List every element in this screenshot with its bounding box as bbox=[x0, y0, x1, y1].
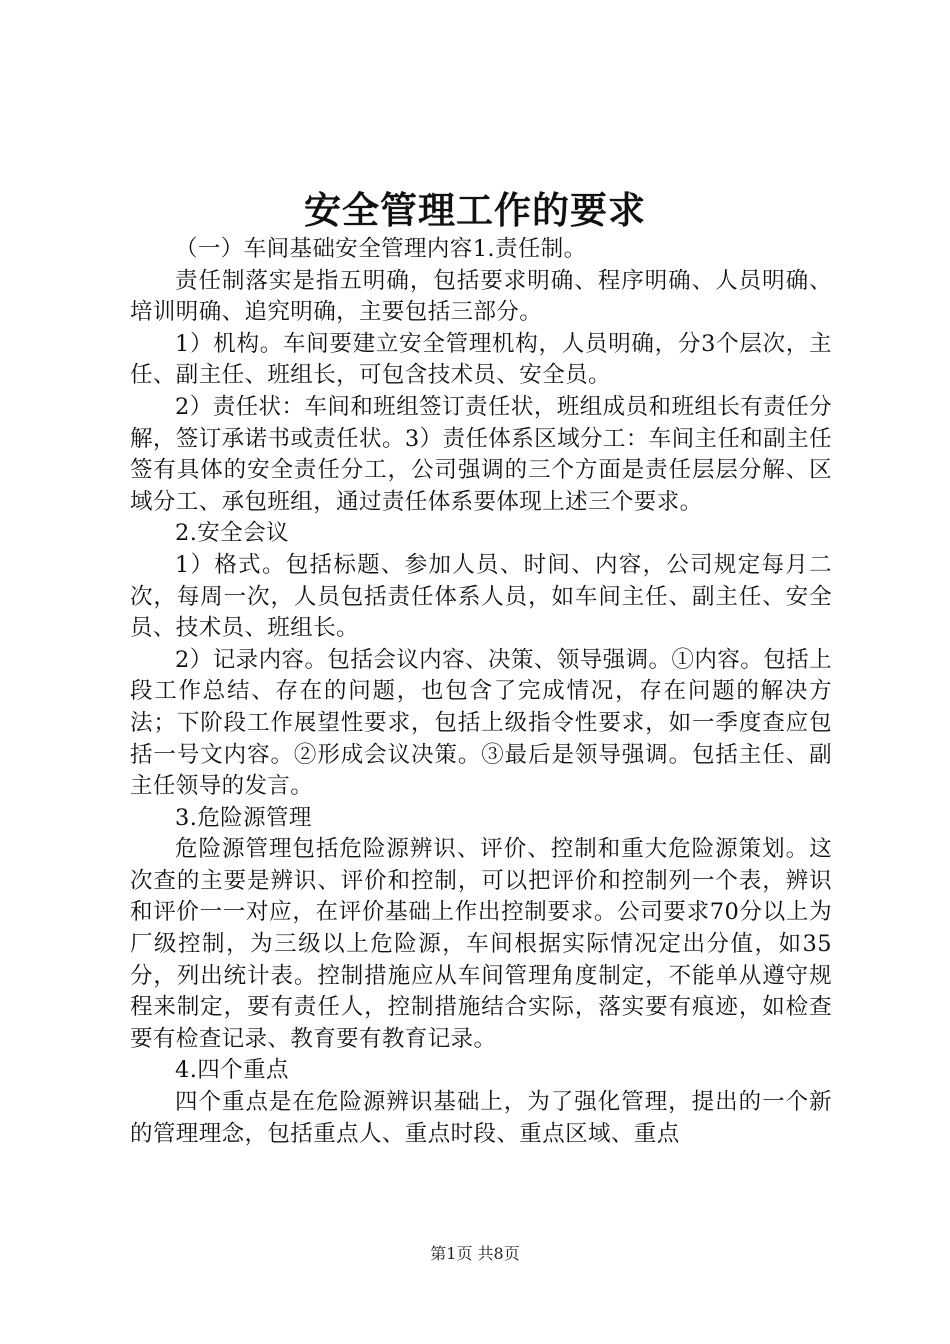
paragraph-responsibility: 责任制落实是指五明确，包括要求明确、程序明确、人员明确、培训明确、追究明确，主要包括三部分。 bbox=[130, 267, 832, 326]
paragraph-responsibility-letter: 2）责任状：车间和班组签订责任状，班组成员和班组长有责任分解，签订承诺书或责任状。3）责任体系区域分工：车间主任和副主任签有具体的安全责任分工，公司强调的三个方面是责任层层分解、区域分工、承包班组，通过责任体系要体现上述三个要求。 bbox=[130, 393, 832, 515]
paragraph-meeting-format: 1）格式。包括标题、参加人员、时间、内容，公司规定每月二次，每周一次，人员包括责任体系人员，如车间主任、副主任、安全员、技术员、班组长。 bbox=[130, 551, 832, 642]
paragraph-heading-safety-meeting: 2.安全会议 bbox=[175, 520, 289, 547]
paragraph-meeting-record: 2）记录内容。包括会议内容、决策、领导强调。①内容。包括上段工作总结、存在的问题，也包含了完成情况，存在问题的解决方法；下阶段工作展望性要求，包括上级指令性要求，如一季度查应包括一号文内容。②形成会议决策。③最后是领导强调。包括主任、副主任领导的发言。 bbox=[130, 646, 832, 800]
paragraph-heading-four-key-points: 4.四个重点 bbox=[175, 1057, 289, 1084]
paragraph-organization: 1）机构。车间要建立安全管理机构，人员明确，分3个层次，主任、副主任、班组长，可包含技术员、安全员。 bbox=[130, 330, 832, 389]
paragraph-four-key-points: 四个重点是在危险源辨识基础上，为了强化管理，提出的一个新的管理理念，包括重点人、重点时段、重点区域、重点 bbox=[130, 1089, 832, 1147]
paragraph-hazard-management: 危险源管理包括危险源辨识、评价、控制和重大危险源策划。这次查的主要是辨识、评价和控制，可以把评价和控制列一个表，辨识和评价一一对应，在评价基础上作出控制要求。公司要求70分以上为厂级控制，为三级以上危险源，车间根据实际情况定出分值，如35分，列出统计表。控制措施应从车间管理角度制定，不能单从遵守规程来制定，要有责任人，控制措施结合实际，落实要有痕迹，如检查要有检查记录、教育要有教育记录。 bbox=[130, 836, 832, 1052]
paragraph-section-heading: （一）车间基础安全管理内容1.责任制。 bbox=[175, 236, 587, 262]
page-footer: 第1页 共8页 bbox=[430, 1244, 520, 1263]
document-title: 安全管理工作的要求 bbox=[304, 188, 646, 232]
document-body bbox=[130, 234, 832, 1150]
paragraph-heading-hazard-management: 3.危险源管理 bbox=[175, 804, 312, 831]
